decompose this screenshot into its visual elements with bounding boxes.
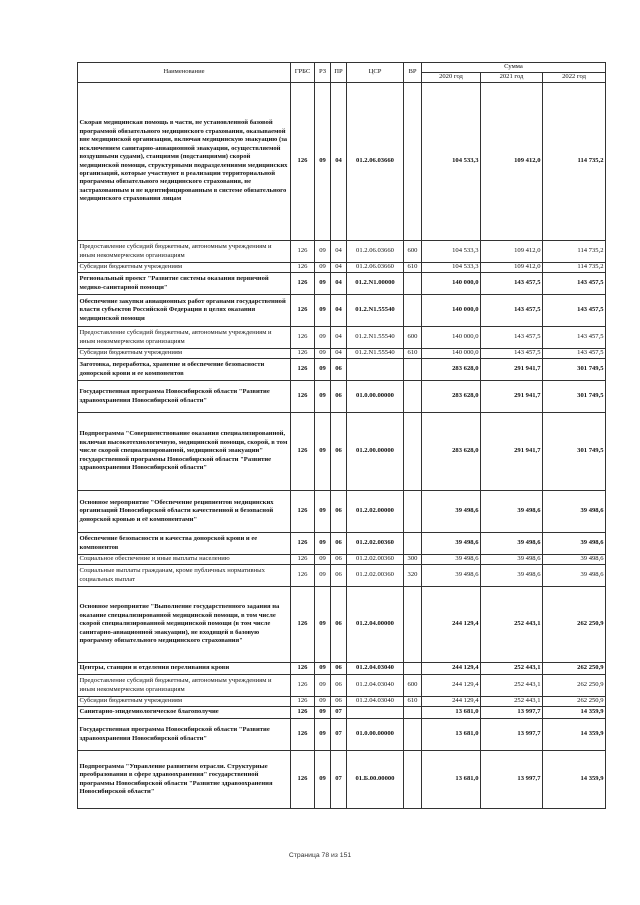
- row-value-2020: 244 129,4: [422, 663, 481, 675]
- row-value-2020: 244 129,4: [422, 697, 481, 707]
- row-value-2020: 104 533,3: [422, 83, 481, 241]
- row-value-2022: 39 498,6: [543, 491, 606, 533]
- row-vr: 610: [404, 263, 422, 273]
- table-row: [78, 295, 606, 327]
- table-row: [78, 349, 606, 359]
- row-value-2021: 143 457,5: [481, 273, 543, 295]
- row-grbs: 126: [291, 413, 315, 491]
- row-name: Субсидии бюджетным учреждениям: [78, 263, 291, 273]
- row-vr: [404, 413, 422, 491]
- table-row: [78, 263, 606, 273]
- row-grbs: 126: [291, 675, 315, 697]
- table-row: [78, 83, 606, 241]
- row-value-2022: 39 498,6: [543, 565, 606, 587]
- row-pr: 06: [331, 663, 347, 675]
- header-2020: 2020 год: [422, 73, 481, 83]
- row-value-2021: 252 443,1: [481, 587, 543, 663]
- page-number: Страница 78 из 151: [288, 852, 352, 859]
- row-value-2021: 252 443,1: [481, 697, 543, 707]
- row-name: Основное мероприятие "Обеспечение реципиентов медицинских организаций Новосибирской области качественной и безопасной донорской кровью и её компонентами": [78, 491, 291, 533]
- row-rz: 09: [315, 349, 331, 359]
- table-row: [78, 707, 606, 719]
- row-grbs: 126: [291, 295, 315, 327]
- row-csr: 01.2.06.03660: [347, 263, 404, 273]
- row-vr: 610: [404, 697, 422, 707]
- row-value-2020: 39 498,6: [422, 491, 481, 533]
- row-value-2021: 291 941,7: [481, 359, 543, 381]
- row-value-2020: 283 628,0: [422, 413, 481, 491]
- row-name: Предоставление субсидий бюджетным, автономным учреждениям и иным некоммерческим организациям: [78, 327, 291, 349]
- row-grbs: 126: [291, 751, 315, 809]
- row-value-2021: 39 498,6: [481, 555, 543, 565]
- row-pr: 04: [331, 273, 347, 295]
- row-pr: 04: [331, 327, 347, 349]
- row-grbs: 126: [291, 565, 315, 587]
- table-body: [78, 83, 606, 809]
- row-value-2021: 252 443,1: [481, 675, 543, 697]
- row-name: Подпрограмма "Совершенствование оказания специализированной, включая высокотехнологичную, медицинской помощи, скорой, в том числе скорой специализированной, медицинской эвакуации" государственной программы Новосибирской области "Развитие здравоохранения Новосибирской области": [78, 413, 291, 491]
- row-vr: [404, 491, 422, 533]
- row-name: Основное мероприятие "Выполнение государственного задания на оказание специализированной медицинской помощи, в том числе скорой специализированной медицинской помощи (в том числе санитарно-авиационной эвакуации), не входящей в базовую программу обязательного медицинского страхования": [78, 587, 291, 663]
- row-name: Заготовка, переработка, хранение и обеспечение безопасности донорской крови и ее компонентов: [78, 359, 291, 381]
- table-row: [78, 587, 606, 663]
- header-sum: Сумма: [422, 63, 606, 73]
- row-vr: [404, 587, 422, 663]
- row-pr: 06: [331, 359, 347, 381]
- row-pr: 07: [331, 751, 347, 809]
- row-rz: 09: [315, 83, 331, 241]
- row-value-2022: 262 250,9: [543, 675, 606, 697]
- row-csr: 01.2.06.03660: [347, 83, 404, 241]
- row-grbs: 126: [291, 663, 315, 675]
- table-row: [78, 241, 606, 263]
- row-value-2022: 114 735,2: [543, 241, 606, 263]
- header-vr: ВР: [404, 63, 422, 83]
- row-grbs: 126: [291, 491, 315, 533]
- table-row: [78, 663, 606, 675]
- row-csr: 01.2.02.00360: [347, 555, 404, 565]
- row-rz: 09: [315, 327, 331, 349]
- row-vr: [404, 663, 422, 675]
- row-value-2020: 39 498,6: [422, 565, 481, 587]
- row-pr: 04: [331, 83, 347, 241]
- row-name: Предоставление субсидий бюджетным, автономным учреждениям и иным некоммерческим организациям: [78, 241, 291, 263]
- row-vr: [404, 707, 422, 719]
- row-vr: 610: [404, 349, 422, 359]
- row-vr: [404, 533, 422, 555]
- row-rz: 09: [315, 751, 331, 809]
- row-rz: 09: [315, 587, 331, 663]
- row-value-2020: 140 000,0: [422, 295, 481, 327]
- row-value-2022: 143 457,5: [543, 295, 606, 327]
- row-pr: 06: [331, 491, 347, 533]
- row-csr: 01.2.04.03040: [347, 663, 404, 675]
- row-csr: 01.2.00.00000: [347, 413, 404, 491]
- row-value-2020: 13 681,0: [422, 751, 481, 809]
- row-value-2020: 104 533,3: [422, 241, 481, 263]
- row-pr: 06: [331, 533, 347, 555]
- row-value-2022: 262 250,9: [543, 663, 606, 675]
- row-rz: 09: [315, 565, 331, 587]
- header-rz: РЗ: [315, 63, 331, 83]
- row-name: Региональный проект "Развитие системы оказания первичной медико-санитарной помощи": [78, 273, 291, 295]
- row-vr: [404, 719, 422, 751]
- row-pr: 06: [331, 555, 347, 565]
- row-value-2020: 13 681,0: [422, 707, 481, 719]
- row-csr: 01.2.02.00360: [347, 565, 404, 587]
- row-value-2022: 143 457,5: [543, 273, 606, 295]
- row-csr: [347, 359, 404, 381]
- row-vr: 600: [404, 241, 422, 263]
- row-csr: 01.2.N1.55540: [347, 295, 404, 327]
- table-row: [78, 273, 606, 295]
- row-value-2020: 104 533,3: [422, 263, 481, 273]
- row-value-2020: 283 628,0: [422, 359, 481, 381]
- header-name: Наименование: [78, 63, 291, 83]
- row-vr: [404, 381, 422, 413]
- row-value-2021: 13 997,7: [481, 751, 543, 809]
- row-rz: 09: [315, 491, 331, 533]
- table-row: [78, 359, 606, 381]
- row-rz: 09: [315, 381, 331, 413]
- row-pr: 06: [331, 413, 347, 491]
- row-value-2020: 140 000,0: [422, 349, 481, 359]
- table-row: [78, 555, 606, 565]
- row-name: Государственная программа Новосибирской области "Развитие здравоохранения Новосибирской области": [78, 719, 291, 751]
- row-value-2021: 13 997,7: [481, 719, 543, 751]
- row-pr: 04: [331, 241, 347, 263]
- row-vr: [404, 83, 422, 241]
- row-value-2020: 140 000,0: [422, 327, 481, 349]
- row-vr: 600: [404, 327, 422, 349]
- row-value-2020: 140 000,0: [422, 273, 481, 295]
- row-name: Центры, станции и отделения переливания крови: [78, 663, 291, 675]
- row-pr: 06: [331, 697, 347, 707]
- table-row: [78, 675, 606, 697]
- header-csr: ЦСР: [347, 63, 404, 83]
- row-vr: 600: [404, 675, 422, 697]
- table-row: [78, 491, 606, 533]
- row-csr: [347, 707, 404, 719]
- row-rz: 09: [315, 241, 331, 263]
- row-value-2021: 13 997,7: [481, 707, 543, 719]
- row-value-2022: 143 457,5: [543, 349, 606, 359]
- row-csr: 01.2.04.00000: [347, 587, 404, 663]
- row-value-2021: 39 498,6: [481, 491, 543, 533]
- row-value-2022: 14 359,9: [543, 707, 606, 719]
- row-value-2022: 262 250,9: [543, 587, 606, 663]
- row-value-2021: 109 412,0: [481, 83, 543, 241]
- row-csr: 01.2.04.03040: [347, 697, 404, 707]
- row-value-2021: 39 498,6: [481, 565, 543, 587]
- row-value-2022: 301 749,5: [543, 359, 606, 381]
- row-grbs: 126: [291, 719, 315, 751]
- row-value-2022: 301 749,5: [543, 381, 606, 413]
- row-csr: 01.0.00.00000: [347, 719, 404, 751]
- row-value-2021: 39 498,6: [481, 533, 543, 555]
- row-pr: 04: [331, 349, 347, 359]
- row-grbs: 126: [291, 533, 315, 555]
- row-name: Государственная программа Новосибирской области "Развитие здравоохранения Новосибирской области": [78, 381, 291, 413]
- row-vr: [404, 295, 422, 327]
- row-pr: 06: [331, 381, 347, 413]
- row-rz: 09: [315, 263, 331, 273]
- table-row: [78, 327, 606, 349]
- row-name: Предоставление субсидий бюджетным, автономным учреждениям и иным некоммерческим организациям: [78, 675, 291, 697]
- table-row: [78, 565, 606, 587]
- row-rz: 09: [315, 663, 331, 675]
- row-value-2020: 244 129,4: [422, 675, 481, 697]
- row-value-2021: 109 412,0: [481, 263, 543, 273]
- row-value-2021: 143 457,5: [481, 349, 543, 359]
- row-grbs: 126: [291, 327, 315, 349]
- table-row: [78, 381, 606, 413]
- row-pr: 04: [331, 295, 347, 327]
- row-name: Субсидии бюджетным учреждениям: [78, 697, 291, 707]
- row-pr: 07: [331, 707, 347, 719]
- row-grbs: 126: [291, 349, 315, 359]
- row-csr: 01.2.06.03660: [347, 241, 404, 263]
- row-value-2022: 143 457,5: [543, 327, 606, 349]
- row-csr: 01.2.N1.00000: [347, 273, 404, 295]
- row-value-2020: 39 498,6: [422, 555, 481, 565]
- row-rz: 09: [315, 359, 331, 381]
- row-grbs: 126: [291, 359, 315, 381]
- header-grbs: ГРБС: [291, 63, 315, 83]
- row-value-2021: 143 457,5: [481, 327, 543, 349]
- row-name: Субсидии бюджетным учреждениям: [78, 349, 291, 359]
- row-name: Обеспечение закупки авиационных работ органами государственной власти субъектов Российской Федерации в целях оказания медицинской помощи: [78, 295, 291, 327]
- row-rz: 09: [315, 675, 331, 697]
- row-name: Скорая медицинская помощь в части, не установленной базовой программой обязательного медицинского страхования, оказываемой вне медицинской организации, включая медицинскую эвакуацию (за исключением санитарно-авиационной эвакуации, осуществляемой воздушными судами), станциями (подстанциями) скорой медицинской помощи, структурными подразделениями медицинских организаций, которые участвуют в реализации территориальной программы обязательного медицинского страхования, не застрахованным и не идентифицированным в системе обязательного медицинского страхования лицам: [78, 83, 291, 241]
- row-value-2020: 283 628,0: [422, 381, 481, 413]
- row-rz: 09: [315, 533, 331, 555]
- row-value-2022: 14 359,9: [543, 751, 606, 809]
- row-rz: 09: [315, 295, 331, 327]
- row-pr: 04: [331, 263, 347, 273]
- row-value-2021: 291 941,7: [481, 381, 543, 413]
- row-value-2022: 301 749,5: [543, 413, 606, 491]
- row-csr: 01.Б.00.00000: [347, 751, 404, 809]
- row-rz: 09: [315, 697, 331, 707]
- row-name: Санитарно-эпидемиологическое благополучие: [78, 707, 291, 719]
- header-2021: 2021 год: [481, 73, 543, 83]
- row-value-2021: 252 443,1: [481, 663, 543, 675]
- row-csr: 01.2.N1.55540: [347, 349, 404, 359]
- row-name: Подпрограмма "Управление развитием отрасли. Структурные преобразования в сфере здравоохранения" государственной программы Новосибирской области "Развитие здравоохранения Новосибирской области": [78, 751, 291, 809]
- row-value-2022: 114 735,2: [543, 83, 606, 241]
- row-grbs: 126: [291, 273, 315, 295]
- table-row: [78, 697, 606, 707]
- row-value-2020: 244 129,4: [422, 587, 481, 663]
- table-row: [78, 413, 606, 491]
- table-header: [78, 63, 606, 83]
- row-name: Социальное обеспечение и иные выплаты населению: [78, 555, 291, 565]
- row-name: Социальные выплаты гражданам, кроме публичных нормативных социальных выплат: [78, 565, 291, 587]
- row-value-2022: 39 498,6: [543, 533, 606, 555]
- table-row: [78, 719, 606, 751]
- row-value-2022: 14 359,9: [543, 719, 606, 751]
- budget-table: [77, 62, 606, 809]
- row-vr: 300: [404, 555, 422, 565]
- row-rz: 09: [315, 555, 331, 565]
- row-grbs: 126: [291, 555, 315, 565]
- row-value-2021: 109 412,0: [481, 241, 543, 263]
- row-rz: 09: [315, 273, 331, 295]
- row-vr: [404, 751, 422, 809]
- row-name: Обеспечение безопасности и качества донорской крови и ее компонентов: [78, 533, 291, 555]
- row-rz: 09: [315, 719, 331, 751]
- row-pr: 06: [331, 675, 347, 697]
- row-grbs: 126: [291, 83, 315, 241]
- header-2022: 2022 год: [543, 73, 606, 83]
- row-grbs: 126: [291, 241, 315, 263]
- row-csr: 01.0.00.00000: [347, 381, 404, 413]
- row-csr: 01.2.02.00360: [347, 533, 404, 555]
- row-csr: 01.2.N1.55540: [347, 327, 404, 349]
- row-vr: 320: [404, 565, 422, 587]
- row-value-2021: 143 457,5: [481, 295, 543, 327]
- row-grbs: 126: [291, 697, 315, 707]
- row-value-2020: 39 498,6: [422, 533, 481, 555]
- row-grbs: 126: [291, 263, 315, 273]
- row-value-2021: 291 941,7: [481, 413, 543, 491]
- row-value-2022: 114 735,2: [543, 263, 606, 273]
- row-pr: 06: [331, 587, 347, 663]
- header-pr: ПР: [331, 63, 347, 83]
- row-vr: [404, 359, 422, 381]
- row-csr: 01.2.02.00000: [347, 491, 404, 533]
- row-value-2020: 13 681,0: [422, 719, 481, 751]
- row-rz: 09: [315, 707, 331, 719]
- row-pr: 07: [331, 719, 347, 751]
- row-grbs: 126: [291, 381, 315, 413]
- row-value-2022: 39 498,6: [543, 555, 606, 565]
- row-csr: 01.2.04.03040: [347, 675, 404, 697]
- row-grbs: 126: [291, 587, 315, 663]
- row-vr: [404, 273, 422, 295]
- row-pr: 06: [331, 565, 347, 587]
- table-row: [78, 533, 606, 555]
- row-grbs: 126: [291, 707, 315, 719]
- row-value-2022: 262 250,9: [543, 697, 606, 707]
- table-row: [78, 751, 606, 809]
- row-rz: 09: [315, 413, 331, 491]
